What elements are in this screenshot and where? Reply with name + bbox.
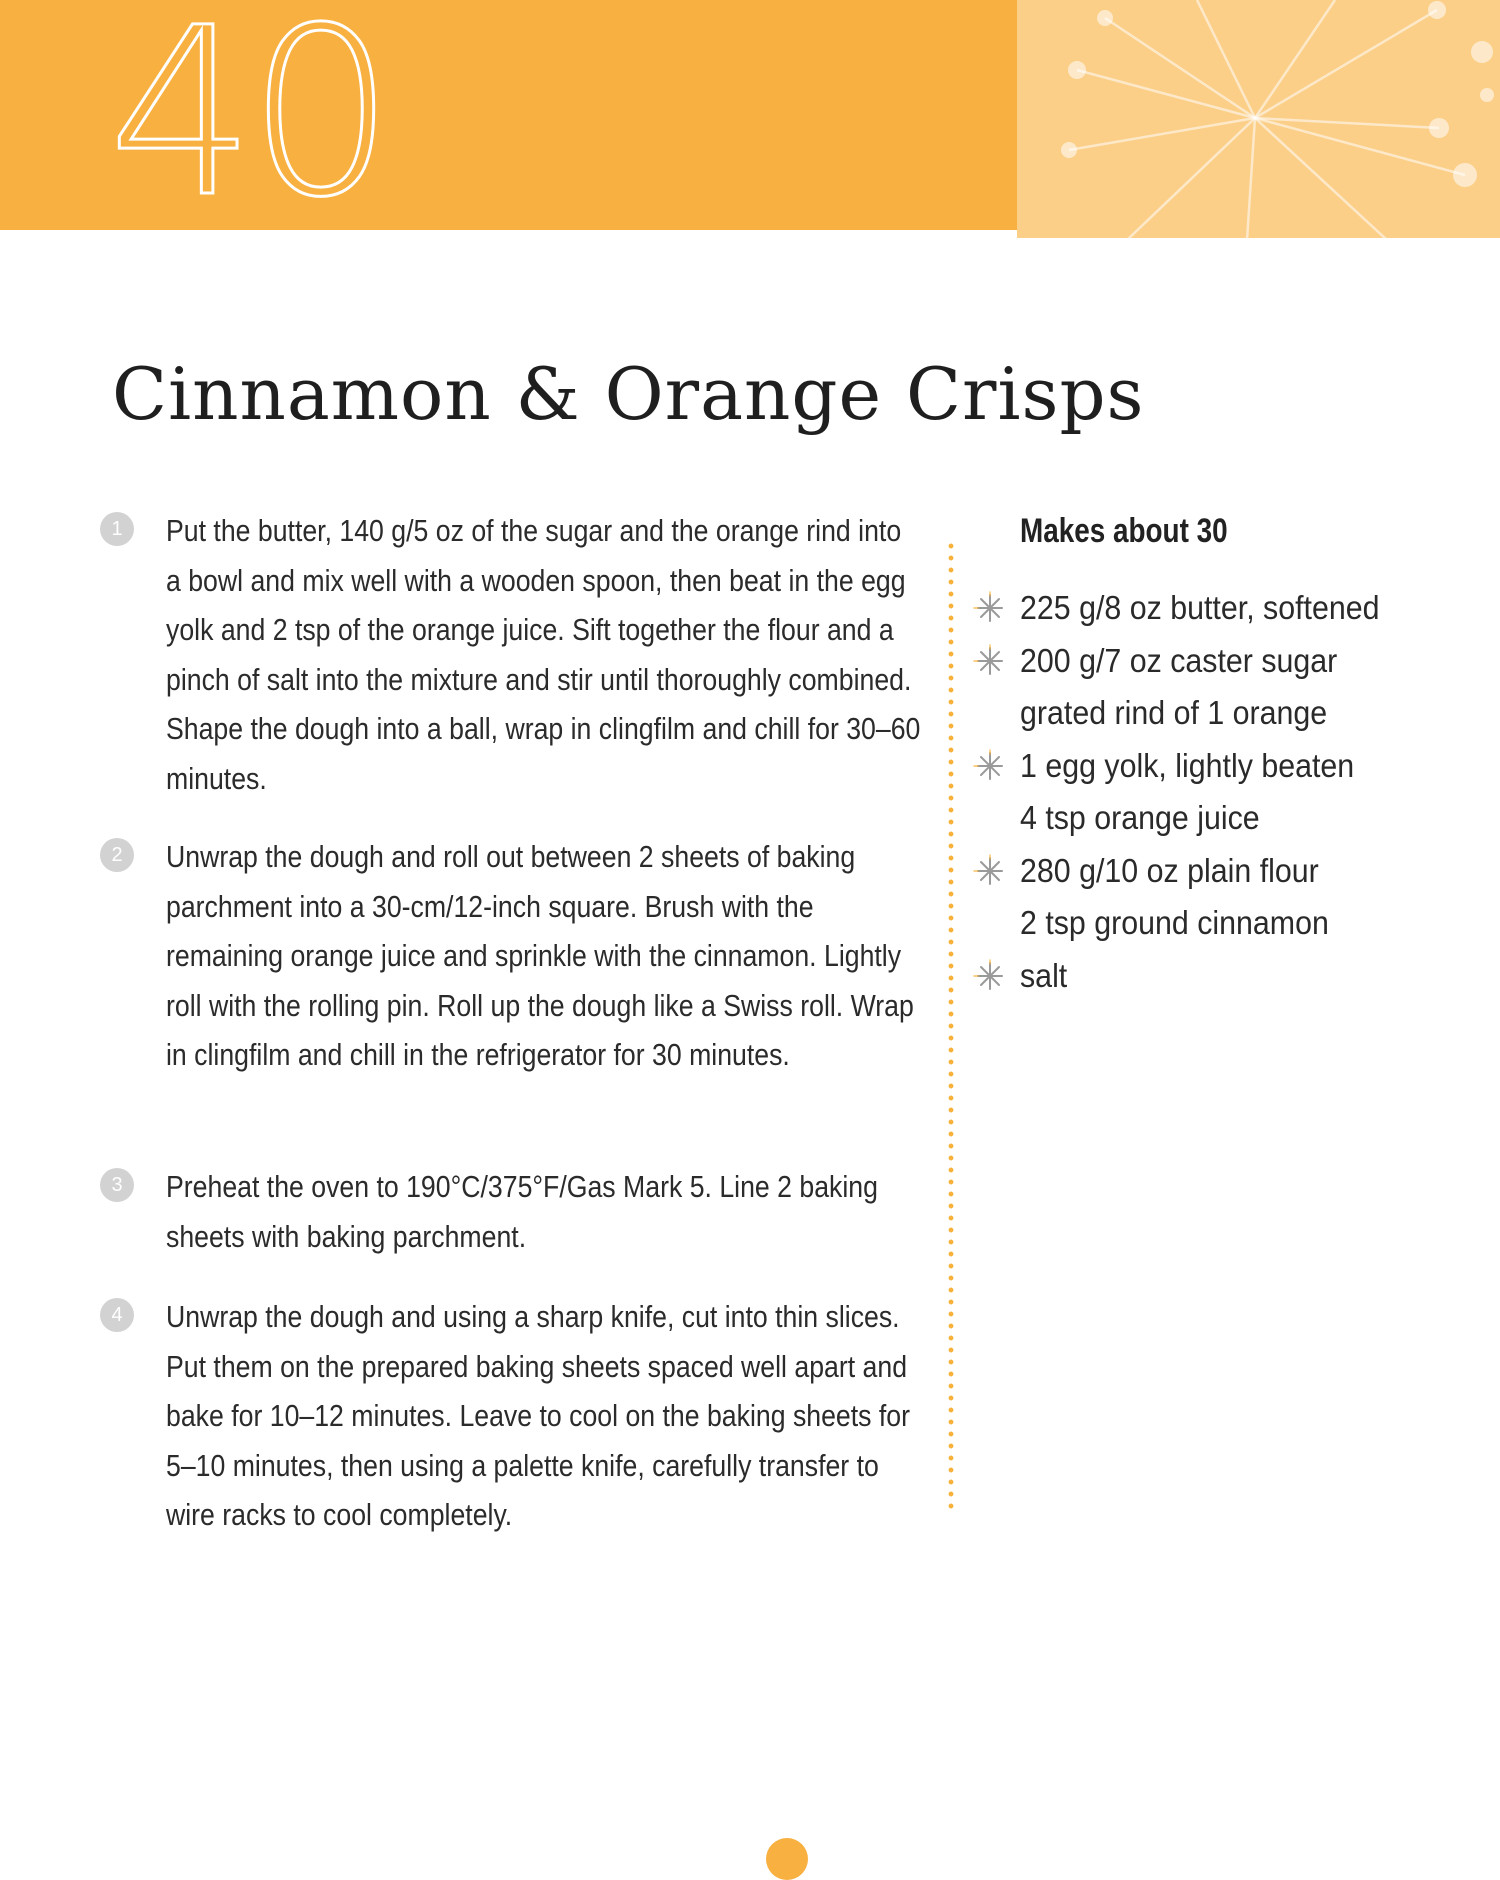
sparkle-bullet-icon — [970, 641, 1010, 681]
header-band — [0, 0, 1500, 248]
step-text: Unwrap the dough and using a sharp knife, cut into thin slices. Put them on the prepared baking sheets spaced well apart and bake for 10–12 minutes. Leave to cool on the baking sheets for 5–10 minutes, then using a palette knife, carefully transfer to wire racks to cool completely. — [166, 1299, 911, 1532]
sparkle-bullet-icon — [970, 798, 1010, 838]
sparkle-bullet-icon — [970, 588, 1010, 628]
ingredient-item — [970, 582, 1411, 634]
method-step — [100, 1162, 1046, 1261]
header-band-pattern — [1017, 0, 1500, 238]
starburst-pattern-icon — [1017, 0, 1500, 238]
yield-heading: Makes about 30 — [1020, 512, 1228, 550]
ingredient-item — [970, 740, 1383, 792]
ingredient-text: 4 tsp orange juice — [1020, 799, 1260, 836]
method-step — [100, 832, 1046, 1080]
sparkle-bullet-icon — [970, 693, 1010, 733]
method-step — [100, 1292, 1046, 1540]
ingredient-item — [970, 950, 1071, 1002]
sparkle-bullet-icon — [970, 903, 1010, 943]
step-number-badge: 2 — [100, 838, 134, 872]
step-text: Unwrap the dough and roll out between 2 sheets of baking parchment into a 30-cm/12-inch square. Brush with the remaining orange juice and sprinkle with the cinnamon. Lightly roll with the rolling pin. Roll up the dough like a Swiss roll. Wrap in clingfilm and chill in the refrigerator for 30 minutes. — [166, 839, 914, 1072]
ingredient-text: 1 egg yolk, lightly beaten — [1020, 746, 1355, 784]
ingredient-text: 2 tsp ground cinnamon — [1020, 904, 1329, 941]
ingredient-text: 200 g/7 oz caster sugar — [1020, 641, 1338, 679]
method-step — [100, 506, 1046, 803]
step-number-badge: 1 — [100, 512, 134, 546]
ingredient-item — [970, 897, 1356, 949]
step-text: Preheat the oven to 190°C/375°F/Gas Mark 5. Line 2 baking sheets with baking parchment. — [166, 1169, 878, 1254]
ingredient-item — [970, 792, 1281, 844]
ingredient-text: salt — [1020, 956, 1068, 994]
sparkle-bullet-icon — [970, 746, 1010, 786]
dotted-divider — [948, 540, 954, 1512]
sparkle-bullet-icon — [970, 851, 1010, 891]
ingredient-item — [970, 845, 1345, 897]
page-tab-dot — [766, 1838, 808, 1880]
ingredient-text: 280 g/10 oz plain flour — [1020, 851, 1319, 889]
step-number-badge: 4 — [100, 1298, 134, 1332]
ingredient-text: grated rind of 1 orange — [1020, 694, 1328, 731]
step-number-badge: 3 — [100, 1168, 134, 1202]
ingredient-text: 225 g/8 oz butter, softened — [1020, 589, 1380, 626]
ingredient-item — [970, 687, 1354, 739]
ingredient-item — [970, 635, 1365, 687]
step-text: Put the butter, 140 g/5 oz of the sugar and the orange rind into a bowl and mix well with a wooden spoon, then beat in the egg yolk and 2 tsp of the orange juice. Sift together the flour and a pinch of salt into the mixture and stir until thoroughly combined. Shape the dough into a ball, wrap in clingfilm and chill for 30–60 minutes. — [166, 513, 921, 796]
page-number: 40 — [108, 0, 388, 248]
recipe-title: Cinnamon & Orange Crisps — [112, 352, 1145, 436]
sparkle-bullet-icon — [970, 956, 1010, 996]
